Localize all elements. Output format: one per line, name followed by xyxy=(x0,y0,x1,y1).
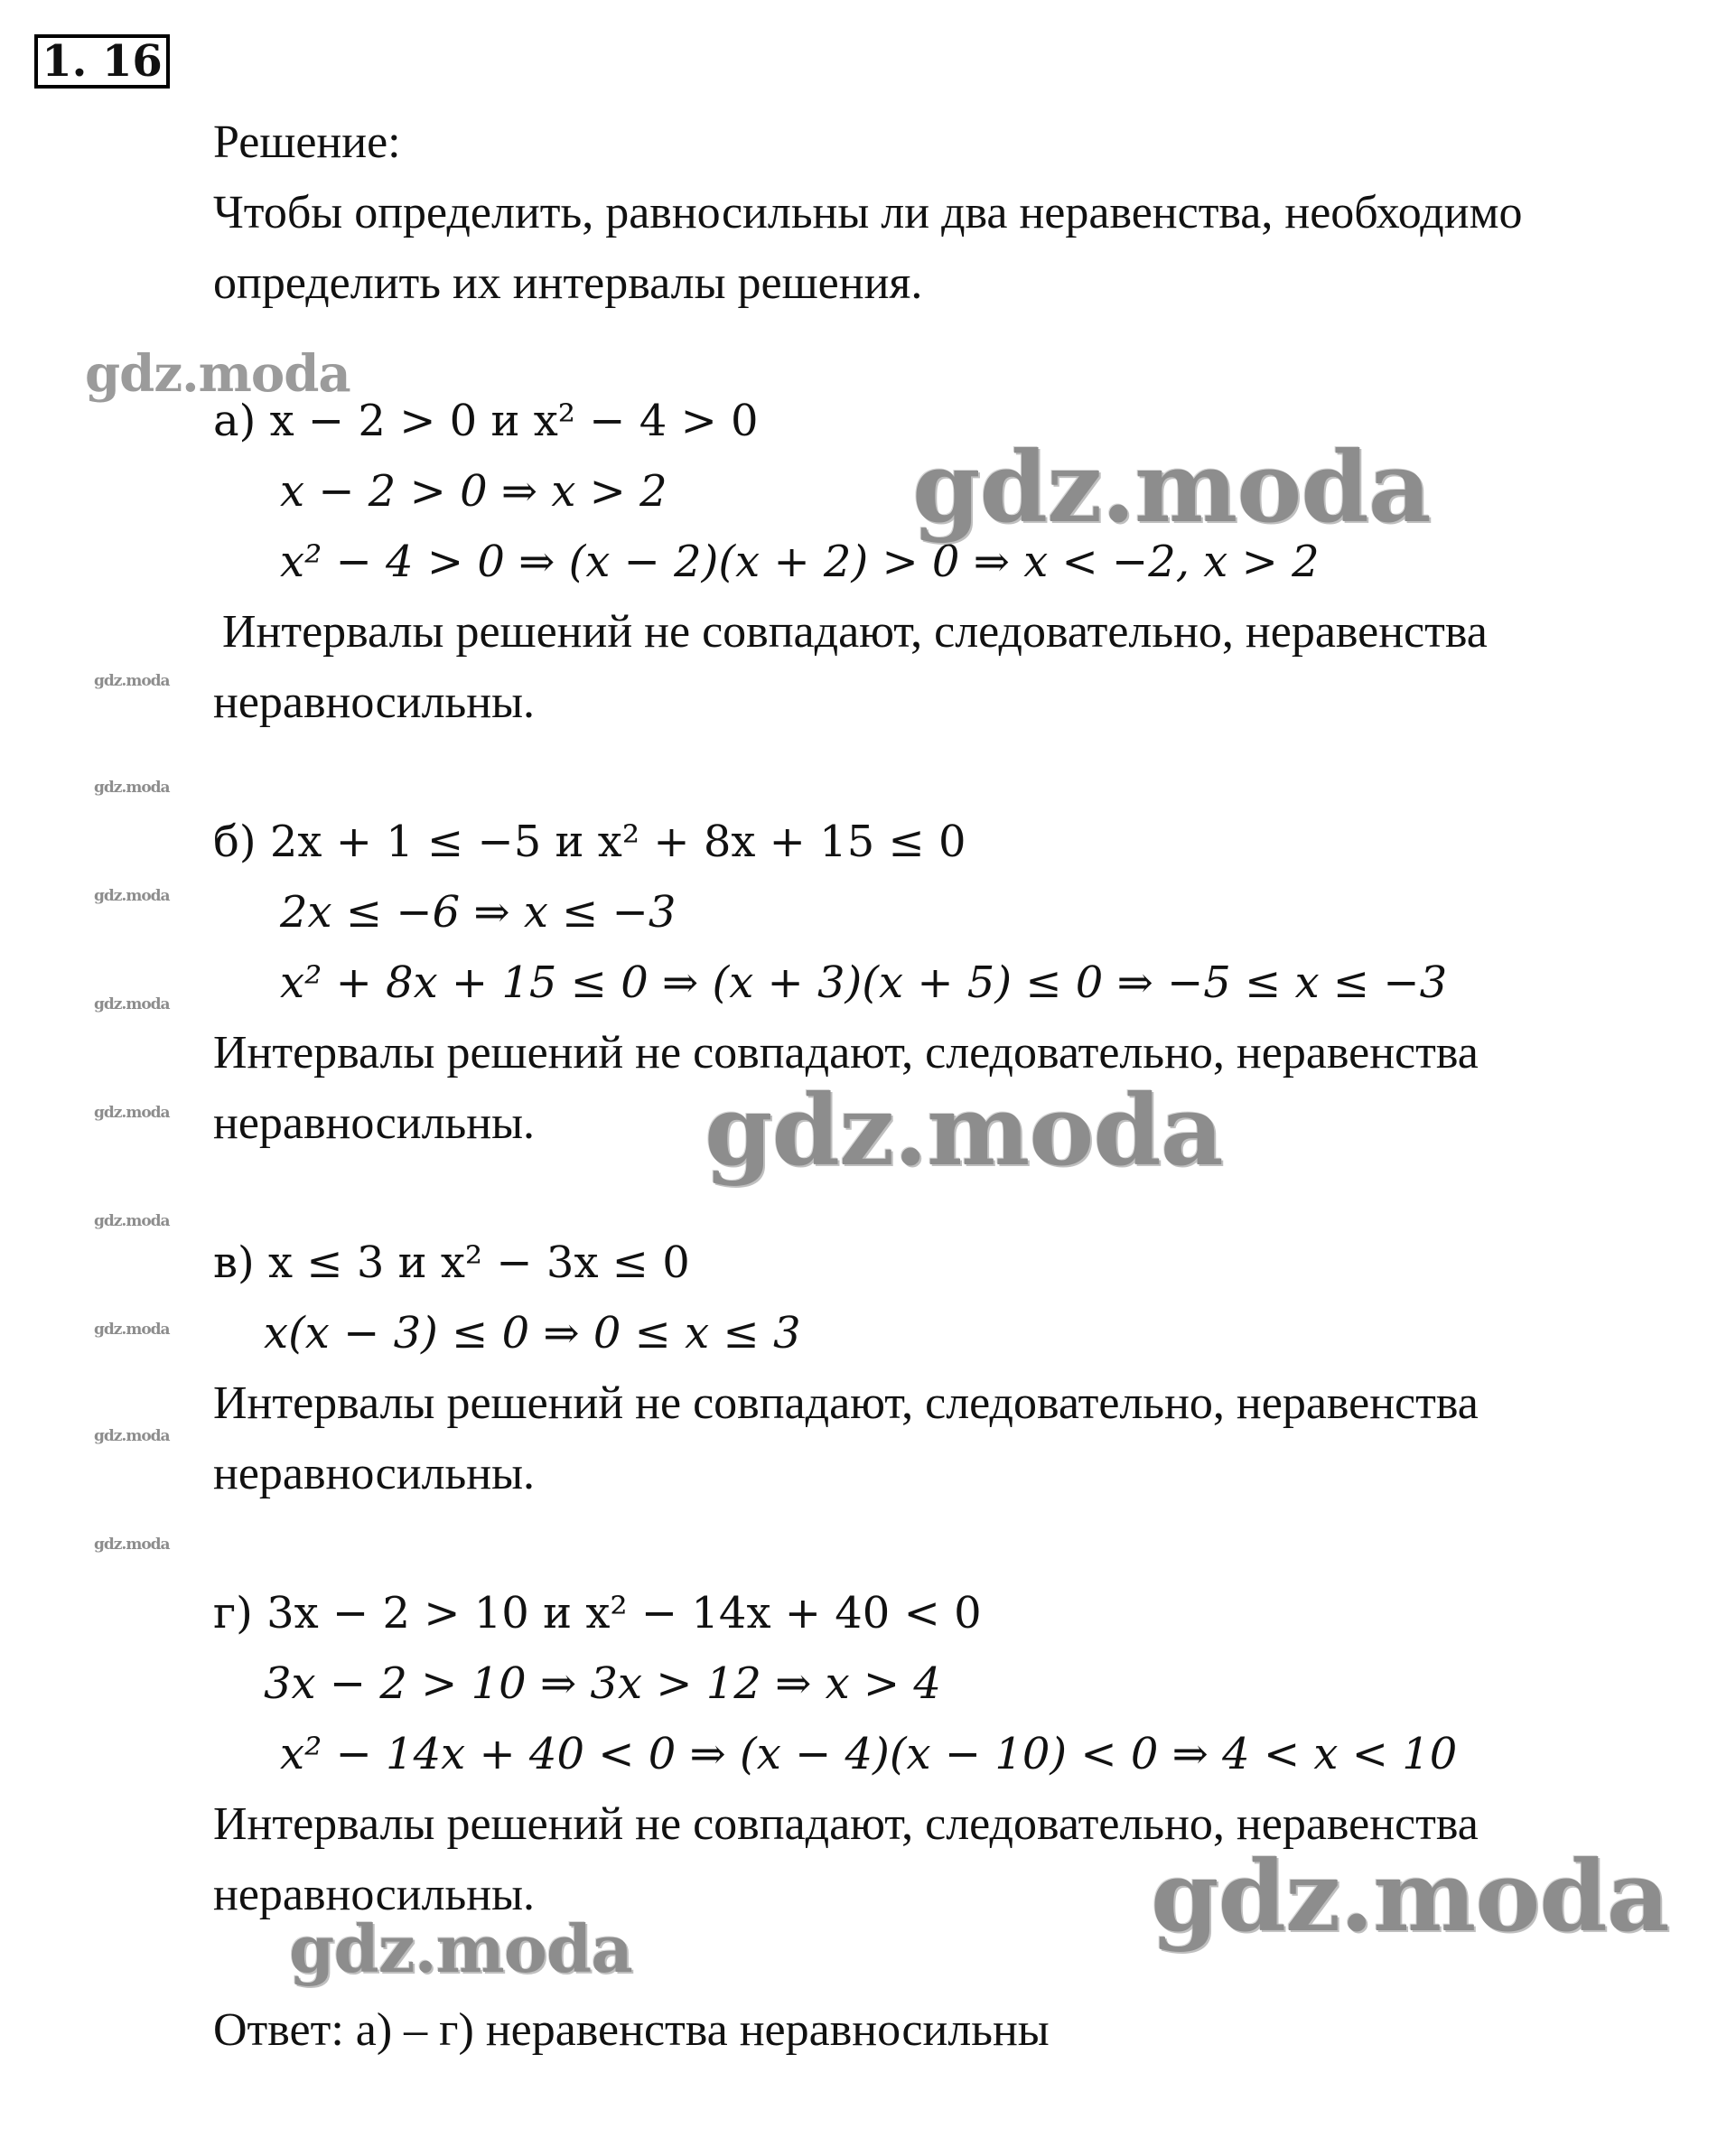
part-v-statement: в) x ≤ 3 и x² − 3x ≤ 0 xyxy=(213,1237,690,1288)
watermark: gdz.moda xyxy=(94,995,170,1013)
part-v-step-1: x(x − 3) ≤ 0 ⇒ 0 ≤ x ≤ 3 xyxy=(264,1308,801,1358)
part-g-step-2: x² − 14x + 40 < 0 ⇒ (x − 4)(x − 10) < 0 ⇒ 4 < x < 10 xyxy=(280,1729,1458,1779)
answer-line: Ответ: а) – г) неравенства неравносильны xyxy=(213,2004,1050,2056)
intro-line-2: определить их интервалы решения. xyxy=(213,257,923,309)
solution-heading: Решение: xyxy=(213,117,401,168)
part-b-step-1: 2x ≤ −6 ⇒ x ≤ −3 xyxy=(280,887,677,938)
watermark: gdz.moda xyxy=(85,344,350,404)
part-v-conclusion-2: неравносильны. xyxy=(213,1448,536,1499)
part-a-step-1: x − 2 > 0 ⇒ x > 2 xyxy=(280,466,667,517)
part-b-conclusion-1: Интервалы решений не совпадают, следовательно, неравенства xyxy=(213,1027,1479,1078)
watermark: gdz.moda xyxy=(705,1074,1223,1188)
part-b-statement: б) 2x + 1 ≤ −5 и x² + 8x + 15 ≤ 0 xyxy=(213,817,966,867)
watermark: gdz.moda xyxy=(94,779,170,797)
part-g-conclusion-1: Интервалы решений не совпадают, следовательно, неравенства xyxy=(213,1798,1479,1850)
watermark: gdz.moda xyxy=(912,431,1431,545)
part-v-conclusion-1: Интервалы решений не совпадают, следовательно, неравенства xyxy=(213,1377,1479,1429)
part-a-step-2: x² − 4 > 0 ⇒ (x − 2)(x + 2) > 0 ⇒ x < −2, x > 2 xyxy=(280,537,1320,587)
part-g-statement: г) 3x − 2 > 10 и x² − 14x + 40 < 0 xyxy=(213,1588,982,1639)
watermark: gdz.moda xyxy=(94,1104,170,1122)
intro-line-1: Чтобы определить, равносильны ли два неравенства, необходимо xyxy=(213,187,1523,238)
watermark: gdz.moda xyxy=(94,1427,170,1445)
watermark: gdz.moda xyxy=(94,672,170,690)
part-b-conclusion-2: неравносильны. xyxy=(213,1097,536,1149)
part-a-conclusion-2: неравносильны. xyxy=(213,677,536,728)
problem-number: 1. 16 xyxy=(34,34,170,89)
watermark: gdz.moda xyxy=(94,887,170,905)
part-a-statement: а) x − 2 > 0 и x² − 4 > 0 xyxy=(213,396,759,446)
watermark: gdz.moda xyxy=(94,1321,170,1339)
watermark: gdz.moda xyxy=(1151,1840,1669,1954)
part-g-conclusion-2: неравносильны. xyxy=(213,1869,536,1920)
part-b-step-2: x² + 8x + 15 ≤ 0 ⇒ (x + 3)(x + 5) ≤ 0 ⇒ −5 ≤ x ≤ −3 xyxy=(280,957,1448,1008)
watermark: gdz.moda xyxy=(94,1212,170,1230)
part-a-conclusion-1: Интервалы решений не совпадают, следовательно, неравенства xyxy=(222,606,1488,658)
watermark: gdz.moda xyxy=(94,1536,170,1554)
watermark: gdz.moda xyxy=(289,1910,632,1987)
part-g-step-1: 3x − 2 > 10 ⇒ 3x > 12 ⇒ x > 4 xyxy=(264,1658,941,1709)
